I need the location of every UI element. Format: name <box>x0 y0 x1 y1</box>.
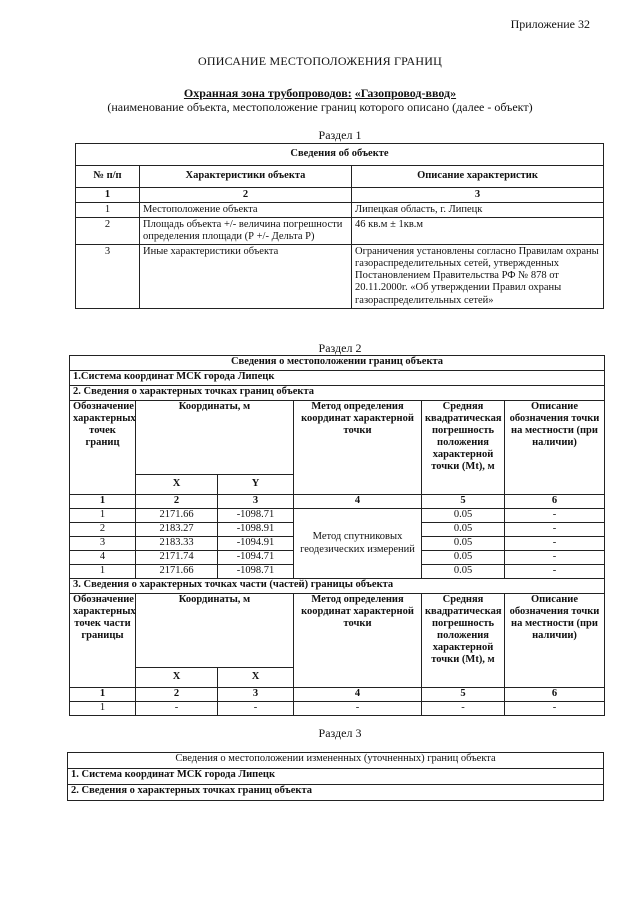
header-point-designation: Обозначение характерных точек границ <box>70 401 136 495</box>
part-point-x: - <box>136 702 218 716</box>
section-2-label: Раздел 2 <box>318 341 362 355</box>
object-title: «Газопровод-ввод» <box>354 86 457 100</box>
point-x: 2183.27 <box>136 523 218 537</box>
point-error: 0.05 <box>422 509 505 523</box>
parts-header-y: X <box>218 668 294 688</box>
part-point-y: - <box>218 702 294 716</box>
part-point-error: - <box>422 702 505 716</box>
row-number: 1 <box>76 203 140 218</box>
col-number: 1 <box>70 495 136 509</box>
object-caption: (наименование объекта, местоположение границ которого описано (далее - объект) <box>107 100 533 114</box>
point-number: 1 <box>70 565 136 579</box>
point-number: 4 <box>70 551 136 565</box>
col-number: 6 <box>505 688 605 702</box>
document-title: ОПИСАНИЕ МЕСТОПОЛОЖЕНИЯ ГРАНИЦ <box>198 54 442 68</box>
col-number: 2 <box>136 688 218 702</box>
point-x: 2171.66 <box>136 565 218 579</box>
point-error: 0.05 <box>422 537 505 551</box>
col-number: 1 <box>70 688 136 702</box>
point-description: - <box>505 523 605 537</box>
part-point-method: - <box>294 702 422 716</box>
col-number: 3 <box>218 688 294 702</box>
col-number: 1 <box>76 188 140 203</box>
row-characteristic: Иные характеристики объекта <box>140 245 352 308</box>
header-characteristics: Характеристики объекта <box>140 166 352 188</box>
parts-header-error: Средняя квадратическая погрешность положения характерной точки (Mt), м <box>422 594 505 688</box>
point-error: 0.05 <box>422 565 505 579</box>
parts-header-coordinates: Координаты, м <box>136 594 294 668</box>
object-info-title: Сведения об объекте <box>76 144 604 166</box>
row-number: 2 <box>76 218 140 245</box>
point-x: 2171.74 <box>136 551 218 565</box>
header-y: Y <box>218 475 294 495</box>
point-y: -1098.71 <box>218 565 294 579</box>
parts-header-designation: Обозначение характерных точек части границы <box>70 594 136 688</box>
point-description: - <box>505 537 605 551</box>
header-point-description: Описание обозначения точки на местности (при наличии) <box>505 401 605 495</box>
object-name <box>0 86 640 101</box>
row-description: Липецкая область, г. Липецк <box>352 203 604 218</box>
row-characteristic: Площадь объекта +/- величина погрешности определения площади (Р +/- Дельта Р) <box>140 218 352 245</box>
col-number: 5 <box>422 688 505 702</box>
point-number: 1 <box>70 509 136 523</box>
part-point-description: - <box>505 702 605 716</box>
col-number: 3 <box>218 495 294 509</box>
point-error: 0.05 <box>422 551 505 565</box>
point-y: -1094.91 <box>218 537 294 551</box>
section-1-label: Раздел 1 <box>318 128 362 142</box>
part-point-number: 1 <box>70 702 136 716</box>
point-row <box>70 509 605 523</box>
row-number: 3 <box>76 245 140 308</box>
point-y: -1094.71 <box>218 551 294 565</box>
row-characteristic: Местоположение объекта <box>140 203 352 218</box>
boundary-location-table <box>69 355 605 716</box>
part-point-row <box>70 702 605 716</box>
col-number: 5 <box>422 495 505 509</box>
changed-points-title: 2. Сведения о характерных точках границ объекта <box>68 785 604 801</box>
parts-title: 3. Сведения о характерных точках части (частей) границы объекта <box>70 579 605 594</box>
changed-boundaries-title: Сведения о местоположении измененных (уточненных) границ объекта <box>68 753 604 769</box>
point-x: 2183.33 <box>136 537 218 551</box>
changed-boundaries-table <box>67 752 604 801</box>
header-x: X <box>136 475 218 495</box>
table-row <box>76 218 604 245</box>
parts-header-method: Метод определения координат характерной точки <box>294 594 422 688</box>
table-row <box>76 245 604 308</box>
header-coordinates: Координаты, м <box>136 401 294 475</box>
object-info-table <box>75 143 604 309</box>
header-error: Средняя квадратическая погрешность положения характерной точки (Mt), м <box>422 401 505 495</box>
col-number: 6 <box>505 495 605 509</box>
point-method: Метод спутниковых геодезических измерений <box>294 509 422 579</box>
point-description: - <box>505 551 605 565</box>
points-title: 2. Сведения о характерных точках границ объекта <box>70 386 605 401</box>
col-number: 2 <box>136 495 218 509</box>
point-description: - <box>505 565 605 579</box>
point-y: -1098.91 <box>218 523 294 537</box>
parts-header-x: X <box>136 668 218 688</box>
header-method: Метод определения координат характерной точки <box>294 401 422 495</box>
row-description: 46 кв.м ± 1кв.м <box>352 218 604 245</box>
point-error: 0.05 <box>422 523 505 537</box>
table-row <box>76 203 604 218</box>
header-description: Описание характеристик <box>352 166 604 188</box>
boundary-location-title: Сведения о местоположении границ объекта <box>70 356 605 371</box>
section-3-label: Раздел 3 <box>318 726 362 740</box>
object-prefix: Охранная зона трубопроводов: <box>183 86 352 100</box>
parts-header-description: Описание обозначения точки на местности (при наличии) <box>505 594 605 688</box>
col-number: 4 <box>294 688 422 702</box>
point-x: 2171.66 <box>136 509 218 523</box>
col-number: 4 <box>294 495 422 509</box>
point-number: 3 <box>70 537 136 551</box>
col-number: 2 <box>140 188 352 203</box>
row-description: Ограничения установлены согласно Правилам охраны газораспределительных сетей, утвержденных Постановлением Правительства РФ № 878 от 20.11.2000г. «Об утверждении Правил охраны газораспределительных сетей» <box>352 245 604 308</box>
coordinate-system: 1.Система координат МСК города Липецк <box>70 371 605 386</box>
header-number: № п/п <box>76 166 140 188</box>
changed-coordinate-system: 1. Система координат МСК города Липецк <box>68 769 604 785</box>
point-number: 2 <box>70 523 136 537</box>
point-y: -1098.71 <box>218 509 294 523</box>
col-number: 3 <box>352 188 604 203</box>
appendix-number: Приложение 32 <box>510 17 590 31</box>
point-description: - <box>505 509 605 523</box>
